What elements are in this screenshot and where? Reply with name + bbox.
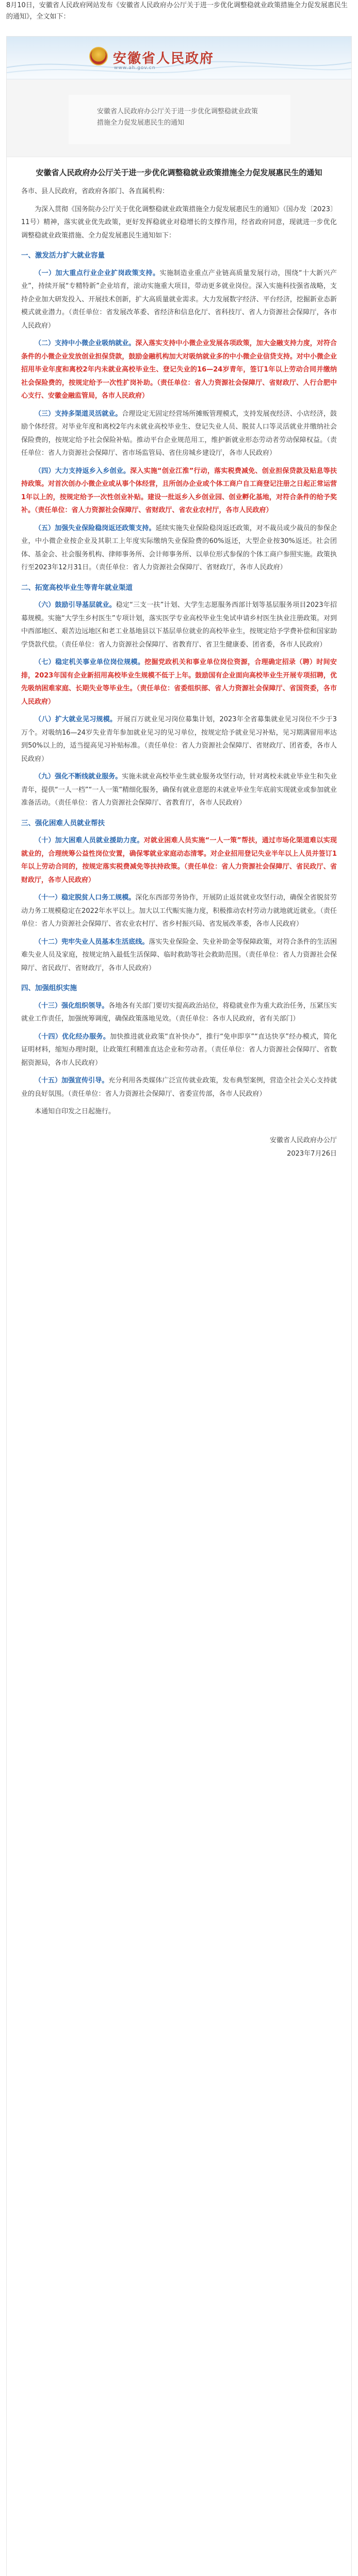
clause-text: 对就业困难人员实施“一人一策”帮扶，通过市场化渠道难以实现就业的，合理统筹公益性岗位安置，确保零就业家庭动态清零。对企业招用登记失业半年以上人员并签订1年以上劳动合同的，按规定落实税费减免等扶持政策。（责任单位：省人力资源社会保障厅、省民政厅、省财政厅，各市人民政府） bbox=[21, 837, 337, 884]
clause bbox=[21, 522, 337, 574]
clause-text: 落实失业保险金、失业补助金等保障政策，对符合条件的生活困难失业人员及家庭，按规定纳入最低生活保障、临时救助等社会救助范围。（责任单位：省人力资源社会保障厅、省民政厅、省财政厅，各市人民政府） bbox=[21, 938, 337, 972]
clause-heading: （十三）强化组织领导。 bbox=[35, 1002, 109, 1010]
clause-text: 深入落实支持中小微企业发展各项政策，加大金融支持力度，对符合条件的小微企业发放创业担保贷款，鼓励金融机构加大对吸纳就业多的中小微企业信贷支持。对中小微企业招用毕业年度和离校2年内未就业高校毕业生、登记失业的16—24岁青年，签订1年以上劳动合同并缴纳社会保险费的，按规定给予一次性扩岗补助。（责任单位：省人力资源社会保障厅、省财政厅、人行合肥中心支行、安徽金融监管局，各市人民政府） bbox=[21, 340, 337, 400]
document-header-title: 安徽省人民政府办公厅关于进一步优化调整稳就业政策措施全力促发展惠民生的通知 bbox=[97, 108, 258, 127]
article-body bbox=[7, 157, 351, 1176]
section-heading: 二、拓宽高校毕业生等青年就业渠道 bbox=[21, 583, 133, 592]
clause bbox=[21, 656, 337, 708]
clause-text: 实施制造业重点产业链高质量发展行动，围绕“十大新兴产业”，持续开展“专精特新”企业培育，滚动实施重大项目，带动更多就业岗位。深入实施科技强省战略，支持企业加大研发投入、开展技术创新，扩大高质量就业需求。大力发展数字经济、平台经济，挖掘新业态新模式就业潜力。（责任单位：省发展改革委、省经济和信息化厅、省科技厅、省人力资源社会保障厅，各市人民政府） bbox=[21, 269, 337, 330]
clause bbox=[21, 408, 337, 460]
clause bbox=[21, 1030, 337, 1070]
clause bbox=[21, 770, 337, 810]
clause-heading: （八）扩大就业见习规模。 bbox=[35, 716, 117, 723]
clause bbox=[21, 999, 337, 1026]
clause-heading: （六）鼓励引导基层就业。 bbox=[35, 601, 116, 609]
clause bbox=[21, 599, 337, 651]
preamble: 为深入贯彻《国务院办公厅关于优化调整稳就业政策措施全力促发展惠民生的通知》（国办发〔2023〕11号）精神，落实就业优先政策，更好发挥稳就业对稳增长的支撑作用，经省政府同意，现就进一步优化调整稳就业政策措施、全力促发展惠民生通知如下： bbox=[21, 205, 337, 240]
effective-note: 本通知自印发之日起施行。 bbox=[35, 1108, 116, 1115]
article-frame bbox=[6, 36, 352, 2576]
clause bbox=[21, 891, 337, 931]
clause-text: 合理设定无固定经营场所摊贩管理模式，支持发展夜经济、小店经济，鼓励个体经营。对毕业年度和离校2年内未就业高校毕业生、登记失业人员、脱贫人口等灵活就业并缴纳社会保险费的，按规定给予社会保险补贴。推动平台企业规范用工，维护新就业形态劳动者劳动保障权益。（责任单位：省人力资源社会保障厅、省市场监管局、省住房城乡建设厅，各市人民政府） bbox=[21, 410, 337, 457]
clause-heading: （三）支持多渠道灵活就业。 bbox=[35, 410, 122, 418]
clause-heading: （十五）加强宣传引导。 bbox=[35, 1077, 109, 1084]
clause bbox=[21, 1074, 337, 1100]
article-title: 安徽省人民政府办公厅关于进一步优化调整稳就业政策措施全力促发展惠民生的通知 bbox=[36, 168, 322, 177]
clause-heading: （十四）优化经办服务。 bbox=[35, 1032, 110, 1041]
clause-text: 开展百万就业见习岗位募集计划，2023年全省募集就业见习岗位不少于3万个。对吸纳16—24岁失业青年参加就业见习的见习单位，按规定给予就业见习补贴，见习期满留用率达到50%以上的，适当提高见习补贴标准。（责任单位：省人力资源社会保障厅、省财政厅、团省委，各市人民政府） bbox=[21, 716, 337, 763]
clause bbox=[21, 834, 337, 887]
clause-heading: （十二）兜牢失业人员基本生活底线。 bbox=[35, 938, 149, 946]
clause bbox=[21, 465, 337, 517]
clause-heading: （二）支持中小微企业吸纳就业。 bbox=[35, 340, 136, 347]
section-heading: 四、加强组织实施 bbox=[21, 984, 77, 992]
clause-text: 深入实施“创业江淮”行动，落实税费减免、创业担保贷款及贴息等扶持政策。对首次创办小微企业或从事个体经营，且所创办企业或个体工商户自工商登记注册之日起正常运营1年以上的，按规定给予一次性创业补贴。建设一批返乡入乡创业园、创业孵化基地，对符合条件的给予奖补。（责任单位：省人力资源社会保障厅、省财政厅、省农业农村厅，各市人民政府） bbox=[21, 467, 337, 514]
signature-date: 2023年7月26日 bbox=[287, 1149, 337, 1158]
document-header bbox=[7, 79, 351, 157]
salutation: 各市、县人民政府，省政府各部门、各直属机构： bbox=[21, 188, 169, 195]
section-heading: 三、强化困难人员就业帮扶 bbox=[21, 819, 105, 827]
clause-heading: （十一）稳定脱贫人口务工规模。 bbox=[35, 894, 136, 902]
clause-text: 充分利用各类媒体广泛宣传就业政策，发布典型案例，营造全社会关心支持就业的良好氛围。（责任单位：省人力资源社会保障厅、省委宣传部，各市人民政府） bbox=[21, 1077, 337, 1098]
section-heading: 一、激发活力扩大就业容量 bbox=[21, 251, 105, 260]
article-intro: 8月10日，安徽省人民政府网站发布《安徽省人民政府办公厅关于进一步优化调整稳就业政策措施全力促发展惠民生的通知》，全文如下： bbox=[6, 2, 348, 21]
site-url: www.ah.gov.cn bbox=[114, 65, 156, 71]
clause bbox=[21, 337, 337, 403]
clause-text: 深化东西部劳务协作，开展防止返贫就业攻坚行动，确保全省脱贫劳动力务工规模稳定在2022年水平以上。加大以工代赈实施力度，积极推动农村劳动力就地就近就业。（责任单位：省人力资源社会保障厅、省农业农村厅、省乡村振兴局、省发展改革委，各市人民政府） bbox=[21, 894, 337, 928]
clause bbox=[21, 267, 337, 333]
government-emblem bbox=[89, 47, 108, 65]
clause-heading: （九）强化不断线就业服务。 bbox=[35, 773, 122, 781]
clause-heading: （十）加大困难人员就业援助力度。 bbox=[35, 837, 144, 844]
clause bbox=[21, 713, 337, 766]
clause bbox=[21, 936, 337, 975]
clause-text: 各地各有关部门要切实提高政治站位，将稳就业作为重大政治任务，压紧压实就业工作责任，加强统筹调度，确保政策落地见效。（责任单位：各市人民政府，省有关部门） bbox=[21, 1002, 337, 1023]
site-banner bbox=[7, 37, 351, 79]
clause-text: 实施未就业高校毕业生就业服务攻坚行动，针对离校未就业毕业生和失业青年，提供“一人一档”“一人一策”精细化服务，确保有就业意愿的未就业毕业生年底前实现就业或参加就业准备活动。（责任单位：省人力资源社会保障厅、省教育厅，各市人民政府） bbox=[21, 773, 337, 807]
signature-org: 安徽省人民政府办公厅 bbox=[269, 1136, 337, 1144]
clause-heading: （五）加强失业保险稳岗返还政策支持。 bbox=[35, 524, 156, 532]
clause-heading: （四）大力支持返乡入乡创业。 bbox=[35, 467, 131, 475]
clause-text: 挖掘党政机关和事业单位岗位资源，合理确定招录（聘）时间安排，2023年国有企业新招用高校毕业生规模不低于上年。鼓励国有企业面向高校毕业生开展专项招聘，优先吸纳困难家庭、长期失业等毕业生。（责任单位：省委组织部、省人力资源社会保障厅、省国资委，各市人民政府） bbox=[21, 658, 337, 706]
clause-text: 加快推进就业政策“直补快办”，推行“免申即享”“直达快享”经办模式，简化证明材料，缩短办理时限，让政策红利精准直达企业和劳动者。（责任单位：省人力资源社会保障厅、省数据资源局，各市人民政府） bbox=[21, 1032, 337, 1067]
clause-heading: （一）加大重点行业企业扩岗政策支持。 bbox=[35, 269, 160, 277]
clause-heading: （七）稳定机关事业单位岗位规模。 bbox=[35, 658, 145, 666]
clause-text: 稳定“三支一扶”计划、大学生志愿服务西部计划等基层服务项目2023年招募规模。实施“大学生乡村医生”专项计划，落实医学专业高校毕业生免试申请乡村医生执业注册政策。对到中西部地区、艰苦边远地区和老工业基地县以下基层单位就业的高校毕业生，按规定给予学费补偿和国家助学贷款代偿。（责任单位：省人力资源社会保障厅、省教育厅、省卫生健康委、团省委，各市人民政府） bbox=[21, 601, 337, 649]
signature-block bbox=[21, 1134, 337, 1161]
site-title[interactable]: 安徽省人民政府 bbox=[113, 51, 215, 66]
clause-text: 延续实施失业保险稳岗返还政策，对不裁员或少裁员的参保企业，中小微企业按企业及其职工上年度实际缴纳失业保险费的60%返还，大型企业按30%返还。社会团体、基金会、社会服务机构、律师事务所、会计师事务所、以单位形式参保的个体工商户参照实施。政策执行至2023年12月31日。（责任单位：省人力资源社会保障厅、省财政厅，各市人民政府） bbox=[21, 524, 337, 571]
